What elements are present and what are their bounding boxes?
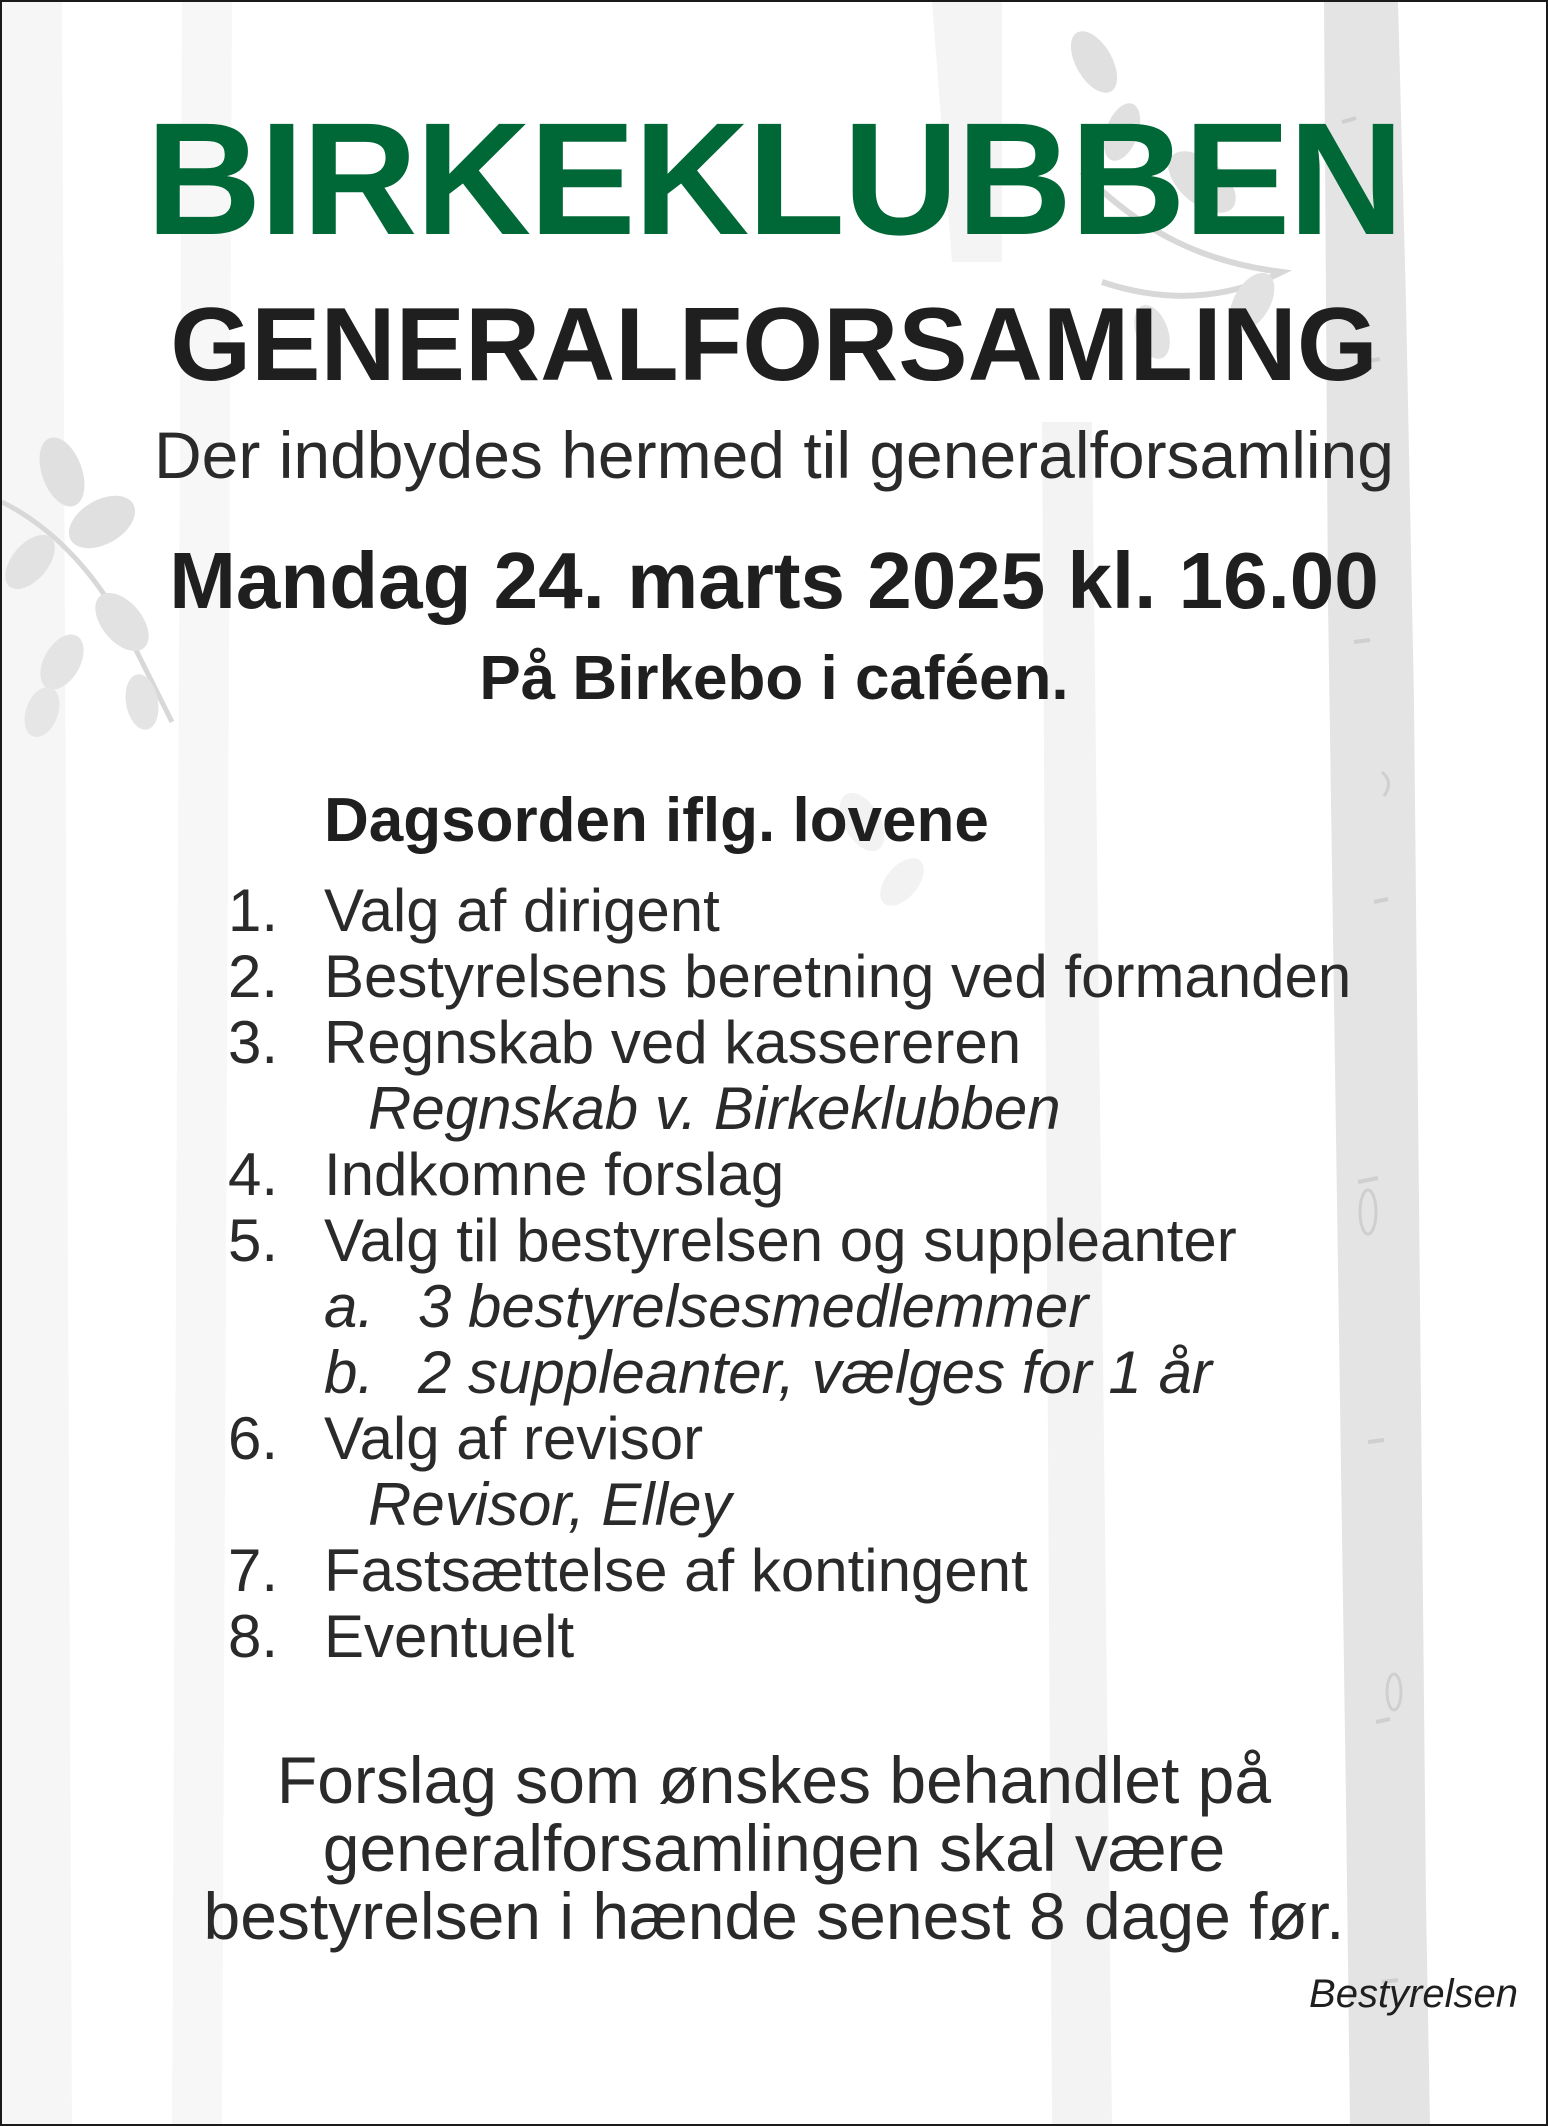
agenda-number: 7. bbox=[228, 1537, 279, 1604]
agenda-text: Fastsættelse af kontingent bbox=[324, 1537, 1028, 1604]
footer-line: Forslag som ønskes behandlet på bbox=[276, 1743, 1272, 1817]
footer-line: bestyrelsen i hænde senest 8 dage før. bbox=[203, 1879, 1345, 1953]
agenda-text: Regnskab ved kassereren bbox=[324, 1009, 1022, 1076]
poster-content bbox=[2, 2, 1546, 2124]
invitation-text: Der indbydes hermed til generalforsamling bbox=[154, 418, 1394, 492]
agenda-number: 6. bbox=[228, 1405, 279, 1472]
agenda-item-4 bbox=[2, 1142, 1546, 1208]
agenda-number: 5. bbox=[228, 1207, 279, 1274]
agenda-text: Valg til bestyrelsen og suppleanter bbox=[324, 1207, 1237, 1274]
agenda-number: 2. bbox=[228, 943, 279, 1010]
agenda-number: 8. bbox=[228, 1603, 279, 1670]
agenda-note-accounts bbox=[2, 1076, 1546, 1142]
agenda-note: Revisor, Elley bbox=[368, 1471, 732, 1538]
meeting-date-time: Mandag 24. marts 2025 kl. 16.00 bbox=[169, 536, 1379, 625]
agenda-text: Valg af revisor bbox=[324, 1405, 704, 1472]
agenda-text: Indkomne forslag bbox=[324, 1141, 785, 1208]
club-title: BIRKEKLUBBEN bbox=[146, 89, 1402, 268]
agenda-note-auditor bbox=[2, 1472, 1546, 1538]
agenda-number: 1. bbox=[228, 877, 279, 944]
signature: Bestyrelsen bbox=[1309, 1972, 1518, 2016]
agenda-item-6 bbox=[2, 1406, 1546, 1472]
meeting-location: På Birkebo i caféen. bbox=[479, 644, 1069, 713]
agenda-letter: a. bbox=[324, 1273, 375, 1340]
agenda-item-5 bbox=[2, 1208, 1546, 1274]
agenda-subtext: 2 suppleanter, vælges for 1 år bbox=[418, 1339, 1212, 1406]
agenda-text: Bestyrelsens beretning ved formanden bbox=[324, 943, 1352, 1010]
agenda-subitem-a bbox=[2, 1274, 1546, 1340]
agenda-item-7 bbox=[2, 1538, 1546, 1604]
proposal-deadline-note bbox=[2, 1743, 1546, 1953]
meeting-title: GENERALFORSAMLING bbox=[170, 287, 1378, 403]
agenda-number: 4. bbox=[228, 1141, 279, 1208]
agenda-list bbox=[2, 878, 1546, 1670]
agenda-text: Valg af dirigent bbox=[324, 877, 720, 944]
agenda-note: Regnskab v. Birkeklubben bbox=[368, 1075, 1061, 1142]
agenda-item-8 bbox=[2, 1604, 1546, 1670]
agenda-number: 3. bbox=[228, 1009, 279, 1076]
agenda-subitem-b bbox=[2, 1340, 1546, 1406]
agenda-heading: Dagsorden iflg. lovene bbox=[324, 786, 989, 855]
agenda-letter: b. bbox=[324, 1339, 375, 1406]
agenda-item-3 bbox=[2, 1010, 1546, 1076]
agenda-subtext: 3 bestyrelsesmedlemmer bbox=[418, 1273, 1089, 1340]
footer-line: generalforsamlingen skal være bbox=[322, 1811, 1226, 1885]
agenda-text: Eventuelt bbox=[324, 1603, 575, 1670]
agenda-item-1 bbox=[2, 878, 1546, 944]
agenda-item-2 bbox=[2, 944, 1546, 1010]
